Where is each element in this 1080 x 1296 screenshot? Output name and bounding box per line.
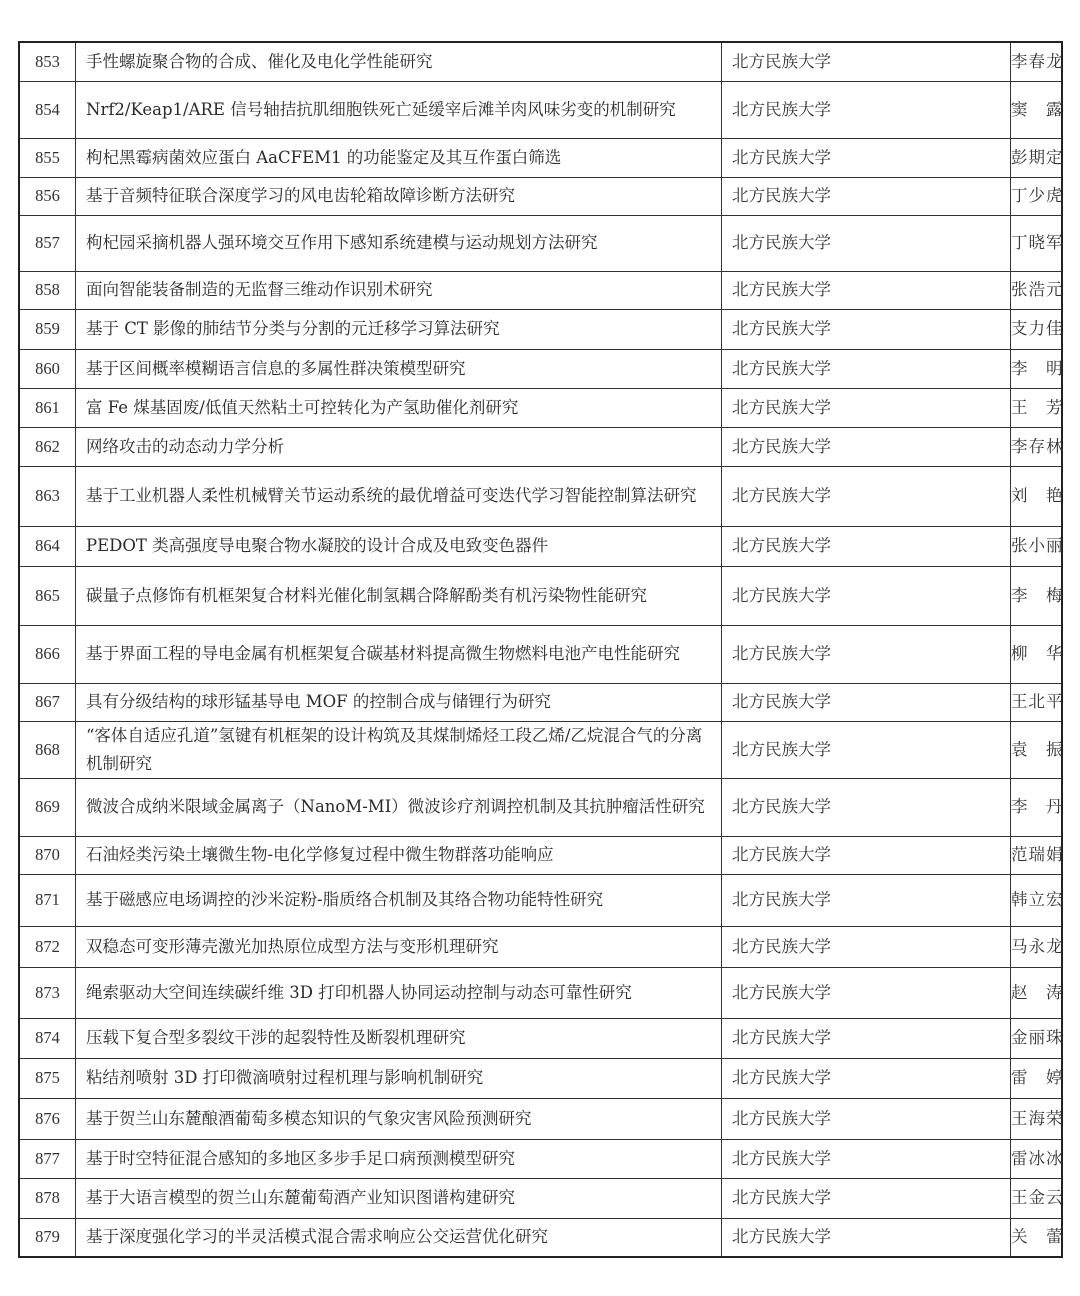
principal-investigator-cell — [1011, 215, 1063, 271]
institution: 北方民族大学 — [732, 233, 831, 252]
table-row — [19, 42, 1062, 81]
institution: 北方民族大学 — [732, 319, 831, 338]
row-number: 870 — [35, 845, 60, 864]
row-number: 878 — [35, 1188, 60, 1207]
row-number-cell — [19, 215, 76, 271]
row-number: 864 — [35, 536, 60, 555]
project-title: 石油烃类污染土壤微生物-电化学修复过程中微生物群落功能响应 — [86, 845, 554, 864]
table-row — [19, 683, 1062, 721]
table-row — [19, 926, 1062, 967]
table-row — [19, 836, 1062, 874]
project-title-cell — [76, 526, 722, 566]
project-title-cell — [76, 1139, 722, 1178]
institution-cell — [722, 778, 1011, 836]
project-title-cell — [76, 566, 722, 625]
principal-investigator-cell — [1011, 625, 1063, 683]
institution-cell — [722, 721, 1011, 778]
institution: 北方民族大学 — [732, 1108, 831, 1128]
project-title-cell — [76, 388, 722, 427]
institution-cell — [722, 836, 1011, 874]
project-title: 基于磁感应电场调控的沙米淀粉-脂质络合机制及其络合物功能特性研究 — [86, 890, 604, 909]
institution-cell — [722, 1218, 1011, 1257]
project-title: 基于深度强化学习的半灵活模式混合需求响应公交运营优化研究 — [86, 1227, 548, 1247]
table-row — [19, 1139, 1062, 1178]
row-number: 873 — [35, 982, 60, 1002]
table-row — [19, 566, 1062, 625]
row-number: 861 — [35, 397, 60, 417]
project-title: 粘结剂喷射 3D 打印微滴喷射过程机理与影响机制研究 — [86, 1068, 484, 1087]
principal-investigator: 李 丹 — [1011, 797, 1064, 816]
table-row — [19, 309, 1062, 349]
project-title: 面向智能装备制造的无监督三维动作识别术研究 — [86, 280, 433, 299]
row-number: 867 — [35, 692, 60, 711]
row-number-cell — [19, 466, 76, 526]
row-number-cell — [19, 1098, 76, 1139]
principal-investigator-cell — [1011, 81, 1063, 138]
row-number: 877 — [35, 1148, 60, 1168]
principal-investigator: 王海荣 — [1011, 1108, 1064, 1128]
project-title-cell — [76, 1218, 722, 1257]
row-number: 863 — [35, 486, 60, 505]
principal-investigator: 支力佳 — [1011, 319, 1064, 338]
project-title-cell — [76, 138, 722, 177]
principal-investigator-cell — [1011, 721, 1063, 778]
table-row — [19, 1178, 1062, 1218]
institution-cell — [722, 349, 1011, 388]
row-number-cell — [19, 427, 76, 466]
project-title: 微波合成纳米限域金属离子（NanoM-MI）微波诊疗剂调控机制及其抗肿瘤活性研究 — [86, 797, 705, 816]
institution-cell — [722, 526, 1011, 566]
institution-cell — [722, 177, 1011, 215]
table-row — [19, 1218, 1062, 1257]
principal-investigator: 窦 露 — [1011, 99, 1064, 119]
table-row — [19, 177, 1062, 215]
row-number: 854 — [35, 99, 60, 119]
project-title: 网络攻击的动态动力学分析 — [86, 436, 284, 456]
principal-investigator: 雷冰冰 — [1011, 1148, 1064, 1168]
principal-investigator-cell — [1011, 1018, 1063, 1058]
principal-investigator: 王金云 — [1011, 1188, 1064, 1207]
row-number: 868 — [35, 739, 60, 759]
principal-investigator: 王北平 — [1011, 692, 1064, 711]
row-number-cell — [19, 778, 76, 836]
principal-investigator-cell — [1011, 427, 1063, 466]
institution-cell — [722, 625, 1011, 683]
project-title-cell — [76, 683, 722, 721]
institution-cell — [722, 42, 1011, 81]
table-row — [19, 721, 1062, 778]
row-number-cell — [19, 967, 76, 1018]
institution-cell — [722, 926, 1011, 967]
principal-investigator: 张浩元 — [1011, 280, 1064, 299]
institution: 北方民族大学 — [732, 644, 831, 663]
project-title: 具有分级结构的球形锰基导电 MOF 的控制合成与储锂行为研究 — [86, 692, 551, 711]
principal-investigator: 袁 振 — [1011, 739, 1064, 759]
institution-cell — [722, 388, 1011, 427]
principal-investigator-cell — [1011, 526, 1063, 566]
project-title: 富 Fe 煤基固废/低值天然粘土可控转化为产氢助催化剂研究 — [86, 397, 519, 417]
principal-investigator: 丁少虎 — [1011, 186, 1064, 205]
institution-cell — [722, 1178, 1011, 1218]
table-row — [19, 526, 1062, 566]
institution: 北方民族大学 — [732, 186, 831, 205]
row-number-cell — [19, 1018, 76, 1058]
institution: 北方民族大学 — [732, 936, 831, 956]
row-number-cell — [19, 683, 76, 721]
project-title: 基于时空特征混合感知的多地区多步手足口病预测模型研究 — [86, 1148, 515, 1168]
project-title-cell — [76, 1098, 722, 1139]
row-number-cell — [19, 1058, 76, 1098]
project-title-cell — [76, 349, 722, 388]
principal-investigator-cell — [1011, 271, 1063, 309]
project-title-cell — [76, 836, 722, 874]
row-number-cell — [19, 309, 76, 349]
institution: 北方民族大学 — [732, 890, 831, 909]
principal-investigator-cell — [1011, 138, 1063, 177]
principal-investigator: 彭期定 — [1011, 147, 1064, 167]
institution: 北方民族大学 — [732, 99, 831, 119]
principal-investigator-cell — [1011, 1218, 1063, 1257]
institution: 北方民族大学 — [732, 358, 831, 378]
table-row — [19, 1098, 1062, 1139]
row-number-cell — [19, 388, 76, 427]
institution-cell — [722, 138, 1011, 177]
institution: 北方民族大学 — [732, 845, 831, 864]
principal-investigator-cell — [1011, 177, 1063, 215]
project-title: 基于 CT 影像的肺结节分类与分割的元迁移学习算法研究 — [86, 319, 500, 338]
institution: 北方民族大学 — [732, 436, 831, 456]
institution-cell — [722, 874, 1011, 926]
principal-investigator-cell — [1011, 42, 1063, 81]
institution: 北方民族大学 — [732, 397, 831, 417]
project-title: PEDOT 类高强度导电聚合物水凝胶的设计合成及电致变色器件 — [86, 536, 549, 555]
principal-investigator-cell — [1011, 388, 1063, 427]
table-row — [19, 215, 1062, 271]
principal-investigator-cell — [1011, 1098, 1063, 1139]
principal-investigator-cell — [1011, 683, 1063, 721]
row-number: 860 — [35, 358, 60, 378]
row-number-cell — [19, 81, 76, 138]
row-number-cell — [19, 625, 76, 683]
institution: 北方民族大学 — [732, 692, 831, 711]
principal-investigator: 韩立宏 — [1011, 890, 1064, 909]
principal-investigator-cell — [1011, 1058, 1063, 1098]
project-title-cell — [76, 721, 722, 778]
principal-investigator-cell — [1011, 1139, 1063, 1178]
project-title-cell — [76, 625, 722, 683]
project-title-cell — [76, 42, 722, 81]
institution: 北方民族大学 — [732, 982, 831, 1002]
project-title: 碳量子点修饰有机框架复合材料光催化制氢耦合降解酚类有机污染物性能研究 — [86, 585, 647, 605]
row-number: 866 — [35, 644, 60, 663]
institution-cell — [722, 427, 1011, 466]
project-title: 基于大语言模型的贺兰山东麓葡萄酒产业知识图谱构建研究 — [86, 1188, 515, 1207]
principal-investigator: 李 梅 — [1011, 585, 1064, 605]
project-title: 手性螺旋聚合物的合成、催化及电化学性能研究 — [86, 51, 433, 71]
row-number: 869 — [35, 797, 60, 816]
institution-cell — [722, 466, 1011, 526]
project-title: 基于区间概率模糊语言信息的多属性群决策模型研究 — [86, 358, 466, 378]
institution-cell — [722, 271, 1011, 309]
project-title: 基于音频特征联合深度学习的风电齿轮箱故障诊断方法研究 — [86, 186, 515, 205]
row-number: 856 — [35, 186, 60, 205]
institution: 北方民族大学 — [732, 797, 831, 816]
row-number-cell — [19, 566, 76, 625]
principal-investigator: 雷 婷 — [1011, 1068, 1064, 1087]
project-title-cell — [76, 81, 722, 138]
row-number: 871 — [35, 890, 60, 909]
row-number-cell — [19, 926, 76, 967]
row-number: 875 — [35, 1068, 60, 1087]
project-title-cell — [76, 1018, 722, 1058]
principal-investigator-cell — [1011, 967, 1063, 1018]
principal-investigator: 金丽珠 — [1011, 1028, 1064, 1047]
row-number-cell — [19, 349, 76, 388]
principal-investigator-cell — [1011, 1178, 1063, 1218]
table-row — [19, 427, 1062, 466]
principal-investigator-cell — [1011, 466, 1063, 526]
row-number: 876 — [35, 1108, 60, 1128]
principal-investigator: 李 明 — [1011, 358, 1064, 378]
principal-investigator: 范瑞娟 — [1011, 845, 1064, 864]
row-number: 862 — [35, 436, 60, 456]
row-number: 859 — [35, 319, 60, 338]
table-row — [19, 138, 1062, 177]
row-number-cell — [19, 836, 76, 874]
institution-cell — [722, 1098, 1011, 1139]
table-row — [19, 81, 1062, 138]
institution: 北方民族大学 — [732, 1028, 831, 1047]
principal-investigator: 王 芳 — [1011, 397, 1064, 417]
project-title: 基于界面工程的导电金属有机框架复合碳基材料提高微生物燃料电池产电性能研究 — [86, 644, 680, 663]
project-title: 绳索驱动大空间连续碳纤维 3D 打印机器人协同运动控制与动态可靠性研究 — [86, 982, 632, 1002]
project-title-cell — [76, 427, 722, 466]
project-title-cell — [76, 177, 722, 215]
project-title: 枸杞园采摘机器人强环境交互作用下感知系统建模与运动规划方法研究 — [86, 233, 598, 252]
table-row — [19, 874, 1062, 926]
principal-investigator: 李存林 — [1011, 436, 1064, 456]
principal-investigator: 李春龙 — [1011, 51, 1064, 71]
project-title-cell — [76, 926, 722, 967]
table-row — [19, 466, 1062, 526]
principal-investigator-cell — [1011, 566, 1063, 625]
project-title-cell — [76, 967, 722, 1018]
row-number-cell — [19, 1218, 76, 1257]
table-body — [19, 42, 1062, 1257]
row-number-cell — [19, 1139, 76, 1178]
project-title: Nrf2/Keap1/ARE 信号轴拮抗肌细胞铁死亡延缓宰后滩羊肉风味劣变的机制研究 — [86, 99, 676, 119]
institution: 北方民族大学 — [732, 51, 831, 71]
project-title-cell — [76, 778, 722, 836]
table-row — [19, 271, 1062, 309]
row-number: 872 — [35, 936, 60, 956]
project-title-cell — [76, 271, 722, 309]
row-number-cell — [19, 271, 76, 309]
row-number-cell — [19, 138, 76, 177]
institution-cell — [722, 566, 1011, 625]
principal-investigator-cell — [1011, 349, 1063, 388]
row-number: 855 — [35, 147, 60, 167]
institution-cell — [722, 81, 1011, 138]
project-list-table — [18, 41, 1063, 1258]
institution: 北方民族大学 — [732, 280, 831, 299]
row-number: 858 — [35, 280, 60, 299]
principal-investigator: 刘 艳 — [1011, 486, 1064, 505]
row-number: 879 — [35, 1227, 60, 1247]
principal-investigator-cell — [1011, 309, 1063, 349]
table-row — [19, 625, 1062, 683]
project-title-cell — [76, 1058, 722, 1098]
row-number-cell — [19, 42, 76, 81]
project-title: 基于贺兰山东麓酿酒葡萄多模态知识的气象灾害风险预测研究 — [86, 1108, 532, 1128]
institution-cell — [722, 1018, 1011, 1058]
principal-investigator: 丁晓军 — [1011, 233, 1064, 252]
institution-cell — [722, 967, 1011, 1018]
row-number-cell — [19, 526, 76, 566]
row-number: 853 — [35, 51, 60, 71]
institution-cell — [722, 1058, 1011, 1098]
principal-investigator: 关 蕾 — [1011, 1227, 1064, 1247]
row-number: 865 — [35, 585, 60, 605]
project-title: 基于工业机器人柔性机械臂关节运动系统的最优增益可变迭代学习智能控制算法研究 — [86, 486, 697, 505]
institution: 北方民族大学 — [732, 739, 831, 759]
table-row — [19, 778, 1062, 836]
institution: 北方民族大学 — [732, 1068, 831, 1087]
principal-investigator-cell — [1011, 874, 1063, 926]
table-row — [19, 349, 1062, 388]
institution: 北方民族大学 — [732, 1188, 831, 1207]
project-title: 压载下复合型多裂纹干涉的起裂特性及断裂机理研究 — [86, 1028, 466, 1047]
principal-investigator-cell — [1011, 778, 1063, 836]
project-title: 双稳态可变形薄壳激光加热原位成型方法与变形机理研究 — [86, 936, 499, 956]
institution: 北方民族大学 — [732, 486, 831, 505]
project-title-cell — [76, 466, 722, 526]
institution: 北方民族大学 — [732, 147, 831, 167]
principal-investigator-cell — [1011, 836, 1063, 874]
institution-cell — [722, 215, 1011, 271]
row-number-cell — [19, 1178, 76, 1218]
project-title-cell — [76, 309, 722, 349]
table-row — [19, 388, 1062, 427]
row-number-cell — [19, 874, 76, 926]
row-number: 857 — [35, 233, 60, 252]
institution: 北方民族大学 — [732, 1227, 831, 1247]
project-title: “客体自适应孔道”氢键有机框架的设计构筑及其煤制烯烃工段乙烯/乙烷混合气的分离机制研究 — [86, 725, 703, 773]
project-title: 枸杞黑霉病菌效应蛋白 AaCFEM1 的功能鉴定及其互作蛋白筛选 — [86, 147, 562, 167]
institution: 北方民族大学 — [732, 1148, 831, 1168]
row-number-cell — [19, 721, 76, 778]
row-number-cell — [19, 177, 76, 215]
principal-investigator: 赵 涛 — [1011, 982, 1064, 1002]
principal-investigator: 张小丽 — [1011, 536, 1064, 555]
institution-cell — [722, 309, 1011, 349]
project-title-cell — [76, 215, 722, 271]
institution: 北方民族大学 — [732, 585, 831, 605]
project-title-cell — [76, 874, 722, 926]
principal-investigator: 马永龙 — [1011, 936, 1064, 956]
table-row — [19, 1018, 1062, 1058]
institution-cell — [722, 1139, 1011, 1178]
project-title-cell — [76, 1178, 722, 1218]
table-row — [19, 967, 1062, 1018]
row-number: 874 — [35, 1028, 60, 1047]
table-row — [19, 1058, 1062, 1098]
institution: 北方民族大学 — [732, 536, 831, 555]
principal-investigator-cell — [1011, 926, 1063, 967]
principal-investigator: 柳 华 — [1011, 644, 1064, 663]
institution-cell — [722, 683, 1011, 721]
